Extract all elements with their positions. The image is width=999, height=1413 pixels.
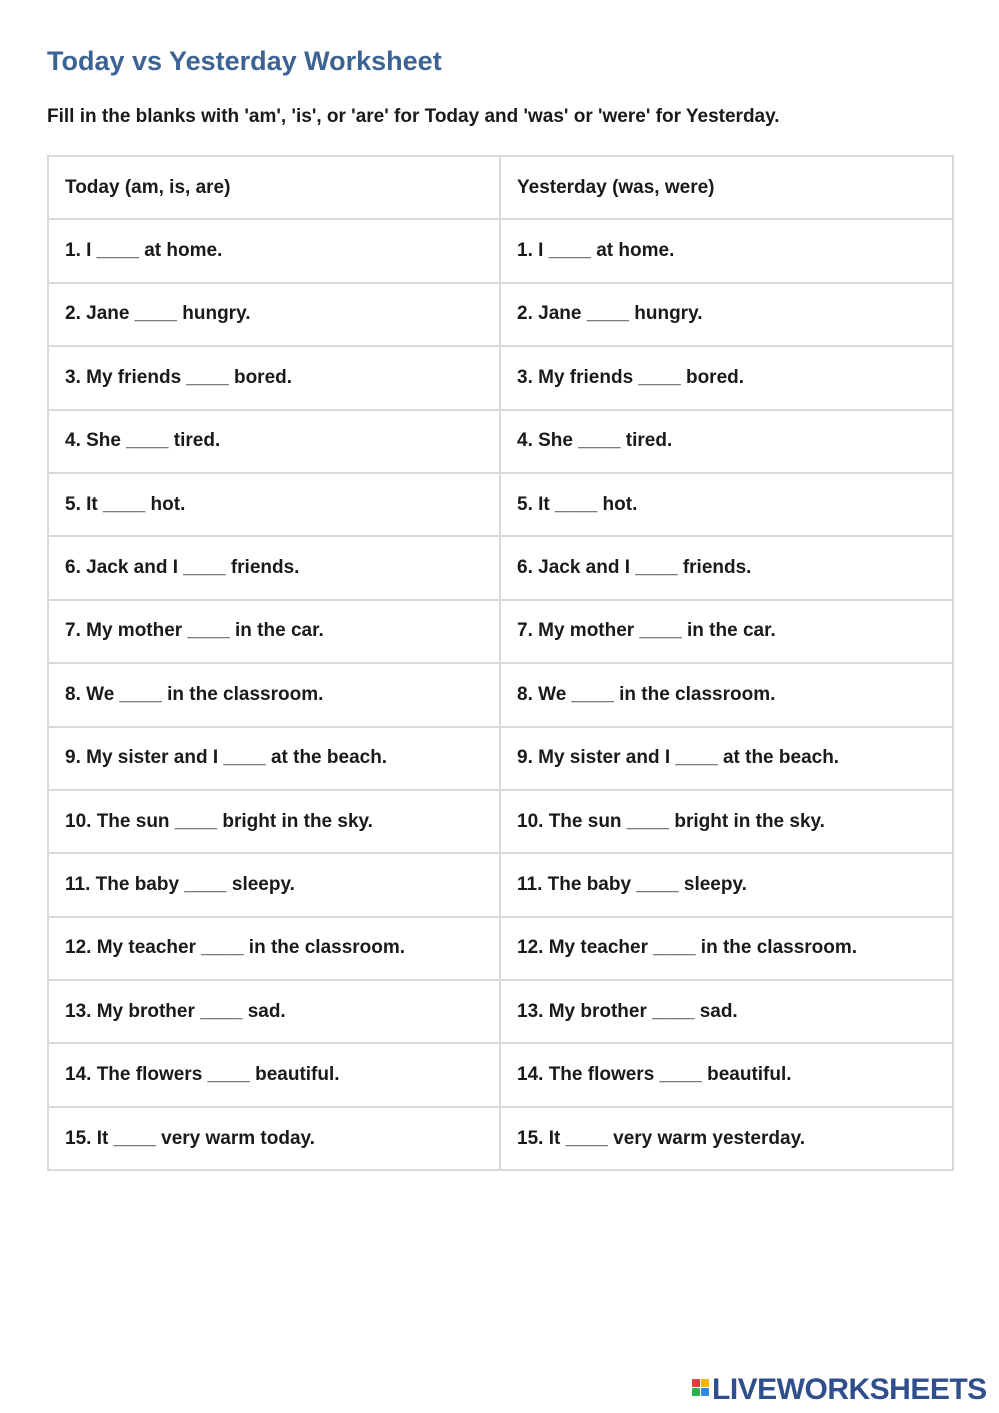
today-sentence: 5. It ____ hot. [48, 473, 500, 536]
table-header-row [48, 156, 953, 219]
table-row [48, 473, 953, 536]
today-sentence: 14. The flowers ____ beautiful. [48, 1043, 500, 1106]
yesterday-sentence: 14. The flowers ____ beautiful. [500, 1043, 953, 1106]
logo-icon [692, 1377, 710, 1403]
header-yesterday: Yesterday (was, were) [500, 156, 953, 219]
yesterday-sentence: 5. It ____ hot. [500, 473, 953, 536]
today-sentence: 9. My sister and I ____ at the beach. [48, 727, 500, 790]
worksheet-table [47, 155, 954, 1171]
table-row [48, 1107, 953, 1170]
yesterday-sentence: 12. My teacher ____ in the classroom. [500, 917, 953, 980]
today-sentence: 15. It ____ very warm today. [48, 1107, 500, 1170]
table-row [48, 346, 953, 409]
today-sentence: 1. I ____ at home. [48, 219, 500, 282]
yesterday-sentence: 9. My sister and I ____ at the beach. [500, 727, 953, 790]
today-sentence: 11. The baby ____ sleepy. [48, 853, 500, 916]
table-row [48, 853, 953, 916]
today-sentence: 4. She ____ tired. [48, 410, 500, 473]
today-sentence: 8. We ____ in the classroom. [48, 663, 500, 726]
yesterday-sentence: 8. We ____ in the classroom. [500, 663, 953, 726]
instructions: Fill in the blanks with 'am', 'is', or 'are' for Today and 'was' or 'were' for Yesterday. [47, 106, 780, 127]
table-row [48, 536, 953, 599]
today-sentence: 3. My friends ____ bored. [48, 346, 500, 409]
today-sentence: 13. My brother ____ sad. [48, 980, 500, 1043]
table-row [48, 917, 953, 980]
today-sentence: 2. Jane ____ hungry. [48, 283, 500, 346]
page-title: Today vs Yesterday Worksheet [47, 46, 442, 76]
today-sentence: 7. My mother ____ in the car. [48, 600, 500, 663]
logo-text: LIVEWORKSHEETS [712, 1373, 987, 1406]
table-row [48, 727, 953, 790]
yesterday-sentence: 15. It ____ very warm yesterday. [500, 1107, 953, 1170]
yesterday-sentence: 3. My friends ____ bored. [500, 346, 953, 409]
table-row [48, 600, 953, 663]
table-row [48, 410, 953, 473]
table-row [48, 980, 953, 1043]
yesterday-sentence: 1. I ____ at home. [500, 219, 953, 282]
today-sentence: 10. The sun ____ bright in the sky. [48, 790, 500, 853]
header-today: Today (am, is, are) [48, 156, 500, 219]
today-sentence: 6. Jack and I ____ friends. [48, 536, 500, 599]
yesterday-sentence: 13. My brother ____ sad. [500, 980, 953, 1043]
today-sentence: 12. My teacher ____ in the classroom. [48, 917, 500, 980]
liveworksheets-logo [692, 1373, 987, 1407]
table-row [48, 1043, 953, 1106]
yesterday-sentence: 6. Jack and I ____ friends. [500, 536, 953, 599]
table-row [48, 219, 953, 282]
table-row [48, 790, 953, 853]
yesterday-sentence: 10. The sun ____ bright in the sky. [500, 790, 953, 853]
yesterday-sentence: 4. She ____ tired. [500, 410, 953, 473]
yesterday-sentence: 2. Jane ____ hungry. [500, 283, 953, 346]
table-row [48, 283, 953, 346]
table-row [48, 663, 953, 726]
yesterday-sentence: 11. The baby ____ sleepy. [500, 853, 953, 916]
yesterday-sentence: 7. My mother ____ in the car. [500, 600, 953, 663]
